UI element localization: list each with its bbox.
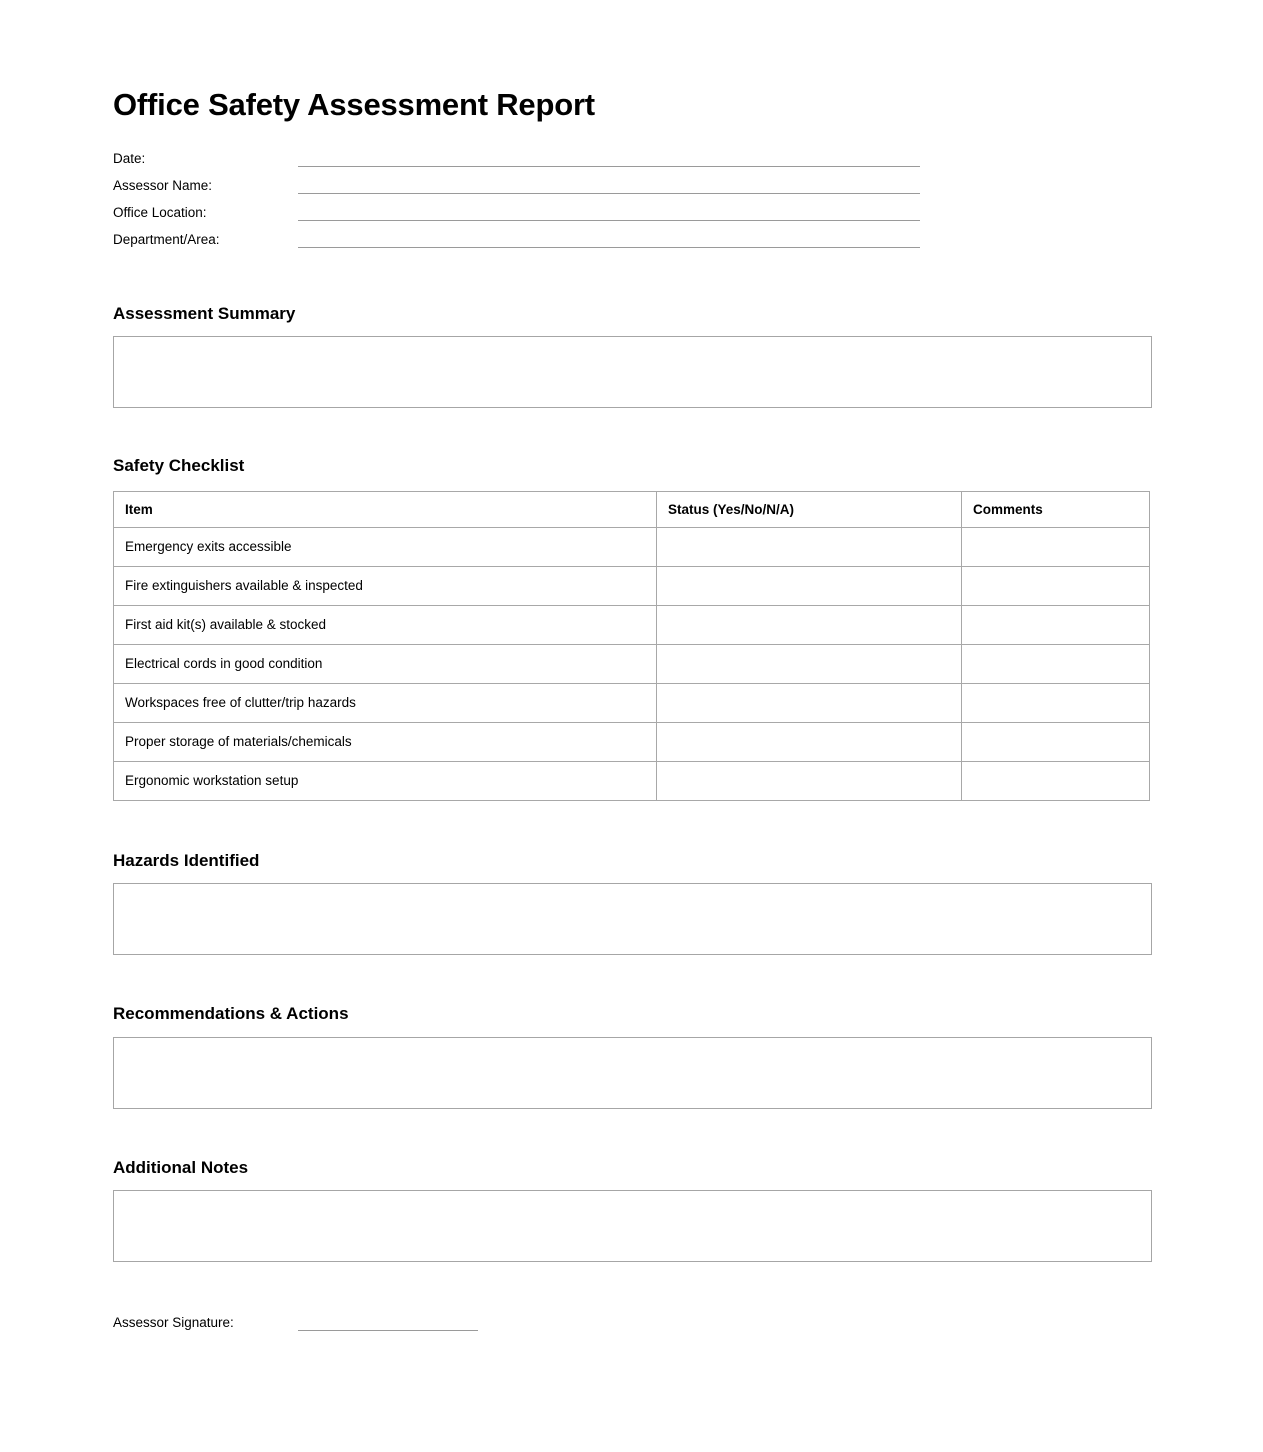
assessor-signature-row (113, 1309, 1152, 1336)
checklist-comments-cell[interactable] (962, 683, 1150, 722)
checklist-status-cell[interactable] (657, 761, 962, 800)
report-meta-fields (113, 145, 1152, 253)
checklist-status-cell[interactable] (657, 605, 962, 644)
assessment-summary-textbox[interactable] (113, 336, 1152, 408)
table-row (114, 761, 1150, 800)
table-header-row (114, 491, 1150, 527)
table-row (114, 722, 1150, 761)
table-row (114, 566, 1150, 605)
assessor-name-label: Assessor Name: (113, 178, 213, 194)
additional-notes-heading: Additional Notes (113, 1157, 249, 1177)
meta-row-department-area (113, 226, 1152, 253)
document-content (113, 0, 1152, 1336)
assessor-signature-label: Assessor Signature: (113, 1315, 234, 1331)
checklist-comments-cell[interactable] (962, 605, 1150, 644)
checklist-item-label: Electrical cords in good condition (114, 644, 657, 683)
checklist-item-label: Emergency exits accessible (114, 527, 657, 566)
assessment-summary-heading: Assessment Summary (113, 304, 296, 324)
checklist-status-cell[interactable] (657, 644, 962, 683)
checklist-item-label: Ergonomic workstation setup (114, 761, 657, 800)
checklist-comments-cell[interactable] (962, 761, 1150, 800)
table-row (114, 527, 1150, 566)
meta-row-assessor-name (113, 172, 1152, 199)
department-area-input-line[interactable] (298, 247, 920, 248)
checklist-status-cell[interactable] (657, 527, 962, 566)
column-header-status: Status (Yes/No/N/A) (657, 491, 962, 527)
column-header-item: Item (114, 491, 657, 527)
table-row (114, 683, 1150, 722)
recommendations-actions-heading: Recommendations & Actions (113, 1004, 349, 1024)
checklist-comments-cell[interactable] (962, 722, 1150, 761)
assessor-name-input-line[interactable] (298, 193, 920, 194)
date-label: Date: (113, 151, 146, 167)
checklist-item-label: Workspaces free of clutter/trip hazards (114, 683, 657, 722)
meta-row-date (113, 145, 1152, 172)
checklist-status-cell[interactable] (657, 722, 962, 761)
checklist-status-cell[interactable] (657, 566, 962, 605)
page-title: Office Safety Assessment Report (113, 87, 595, 122)
checklist-comments-cell[interactable] (962, 644, 1150, 683)
checklist-item-label: First aid kit(s) available & stocked (114, 605, 657, 644)
checklist-comments-cell[interactable] (962, 566, 1150, 605)
checklist-status-cell[interactable] (657, 683, 962, 722)
recommendations-actions-textbox[interactable] (113, 1037, 1152, 1109)
meta-row-office-location (113, 199, 1152, 226)
additional-notes-textbox[interactable] (113, 1190, 1152, 1262)
table-row (114, 644, 1150, 683)
checklist-item-label: Proper storage of materials/chemicals (114, 722, 657, 761)
office-location-input-line[interactable] (298, 220, 920, 221)
checklist-item-label: Fire extinguishers available & inspected (114, 566, 657, 605)
checklist-comments-cell[interactable] (962, 527, 1150, 566)
office-location-label: Office Location: (113, 205, 207, 221)
table-row (114, 605, 1150, 644)
safety-checklist-heading: Safety Checklist (113, 456, 245, 476)
hazards-identified-heading: Hazards Identified (113, 850, 260, 870)
hazards-identified-textbox[interactable] (113, 883, 1152, 955)
date-input-line[interactable] (298, 166, 920, 167)
department-area-label: Department/Area: (113, 232, 220, 248)
safety-checklist-table (113, 491, 1150, 801)
column-header-comments: Comments (962, 491, 1150, 527)
assessor-signature-line[interactable] (298, 1330, 478, 1331)
